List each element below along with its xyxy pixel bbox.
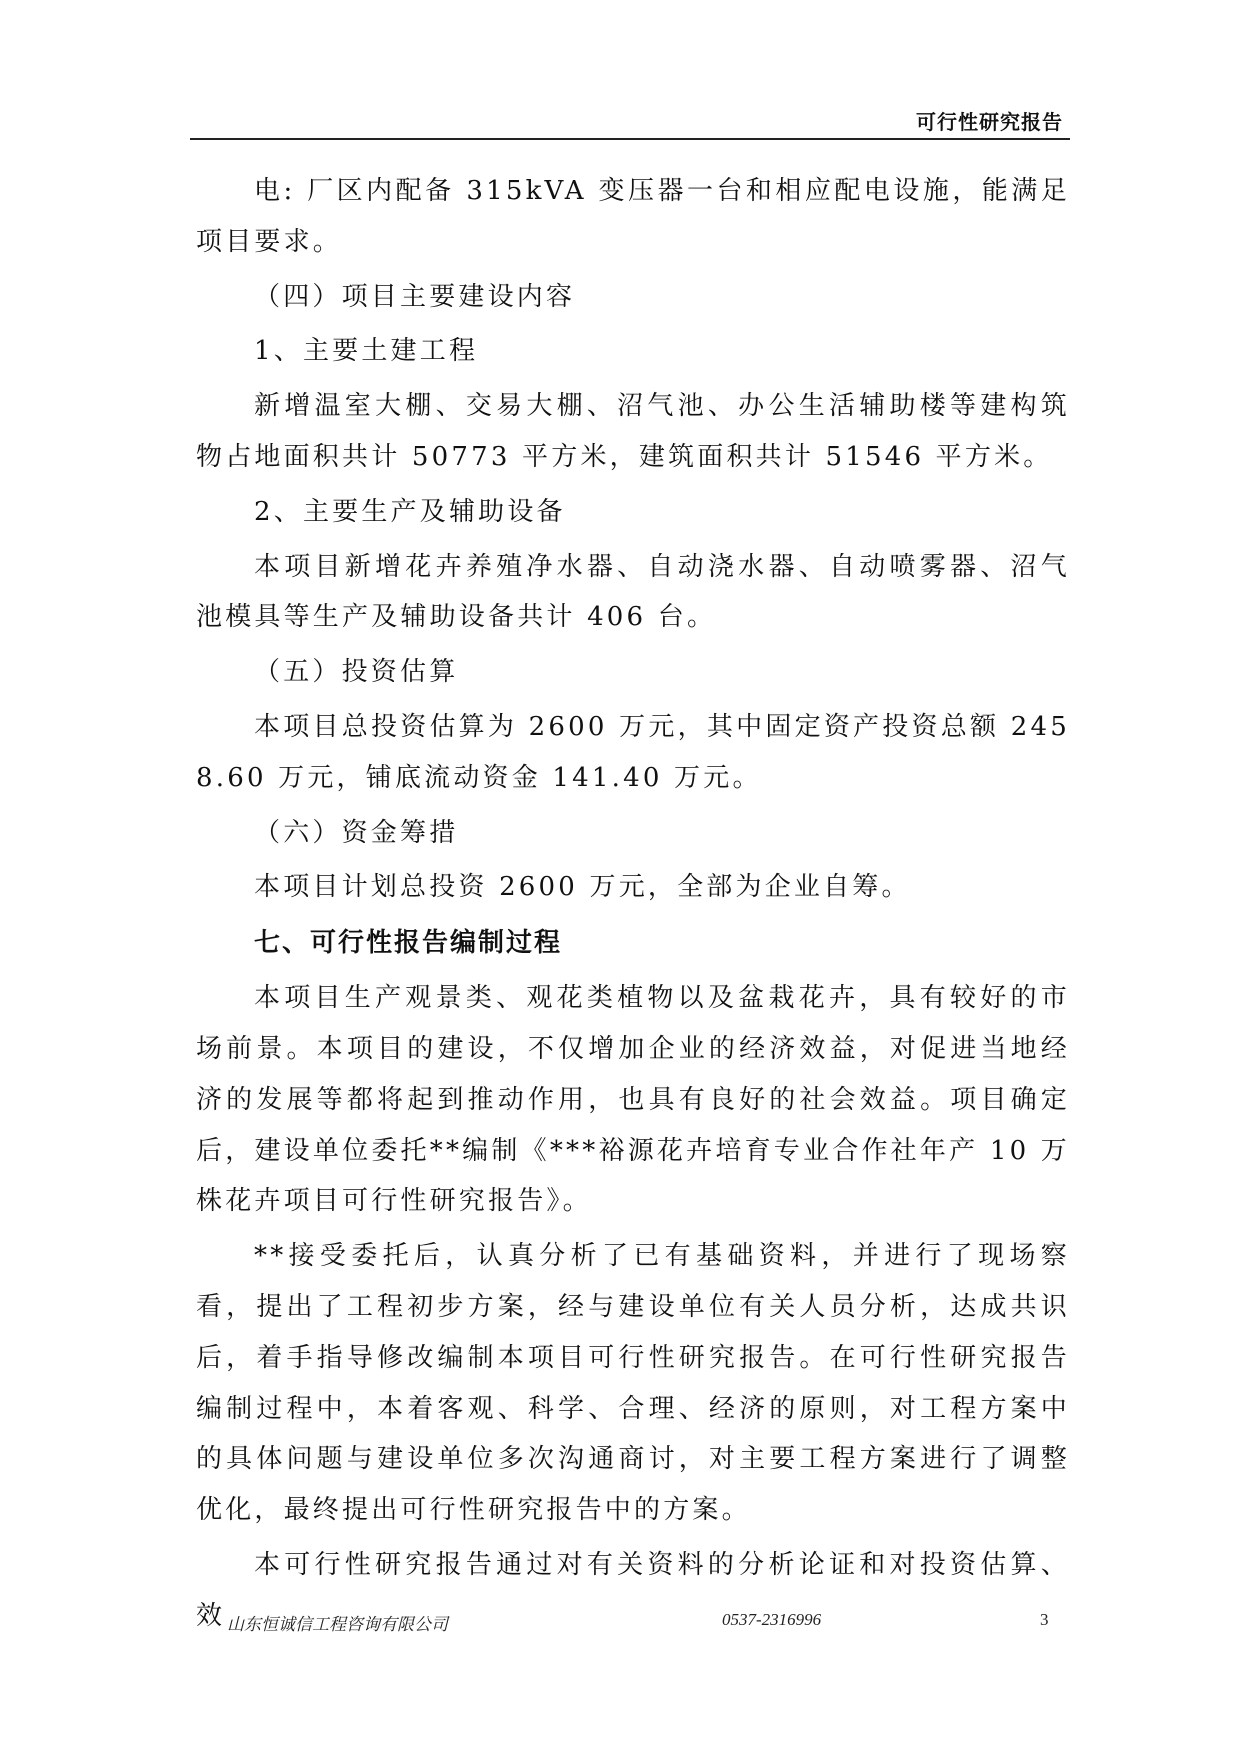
section-heading-investment: （五）投资估算 (254, 657, 459, 688)
paragraph-equipment: 本项目新增花卉养殖净水器、自动浇水器、自动喷雾器、沼气池模具等生产及辅助设备共计 406 台。 (196, 551, 1070, 633)
footer-phone: 0537-2316996 (722, 1610, 822, 1629)
paragraph-power-supply: 电: 厂区内配备 315kVA 变压器一台和相应配电设施，能满足项目要求。 (196, 176, 1070, 257)
page-number: 3 (1040, 1610, 1049, 1629)
section-heading-construction: （四）项目主要建设内容 (254, 281, 576, 312)
section-heading-funding: （六）资金筹措 (254, 817, 459, 848)
paragraph-process-intro: 本项目生产观景类、观花类植物以及盆栽花卉，具有较好的市场前景。本项目的建设，不仅增加企业的经济效益，对促进当地经济的发展等都将起到推动作用，也具有良好的社会效益。项目确定后，建设单位委托**编制《***裕源花卉培育专业合作社年产 10 万株花卉项目可行性研究报告》。 (196, 983, 1070, 1217)
header-rule (190, 138, 1070, 140)
paragraph-civil-works: 新增温室大棚、交易大棚、沼气池、办公生活辅助楼等建构筑物占地面积共计 50773 平方米，建筑面积共计 51546 平方米。 (196, 391, 1070, 472)
document-body (196, 166, 1070, 1646)
header-title: 可行性研究报告 (916, 110, 1063, 134)
paragraph-process-detail: **接受委托后，认真分析了已有基础资料，并进行了现场察看，提出了工程初步方案，经与建设单位有关人员分析，达成共识后，着手指导修改编制本项目可行性研究报告。在可行性研究报告编制过程中，本着客观、科学、合理、经济的原则，对工程方案中的具体问题与建设单位多次沟通商讨，对主要工程方案进行了调整优化，最终提出可行性研究报告中的方案。 (196, 1241, 1070, 1526)
subheading-equipment: 2、主要生产及辅助设备 (254, 496, 566, 527)
paragraph-process-summary: 本可行性研究报告通过对有关资料的分析论证和对投资估算、效 (196, 1549, 1070, 1631)
paragraph-funding: 本项目计划总投资 2600 万元，全部为企业自筹。 (254, 872, 911, 903)
chapter-heading-process: 七、可行性报告编制过程 (254, 928, 563, 959)
footer-company: 山东恒诚信工程咨询有限公司 (227, 1615, 448, 1634)
subheading-civil-works: 1、主要土建工程 (254, 336, 479, 367)
paragraph-investment: 本项目总投资估算为 2600 万元，其中固定资产投资总额 2458.60 万元，铺底流动资金 141.40 万元。 (196, 711, 1070, 793)
